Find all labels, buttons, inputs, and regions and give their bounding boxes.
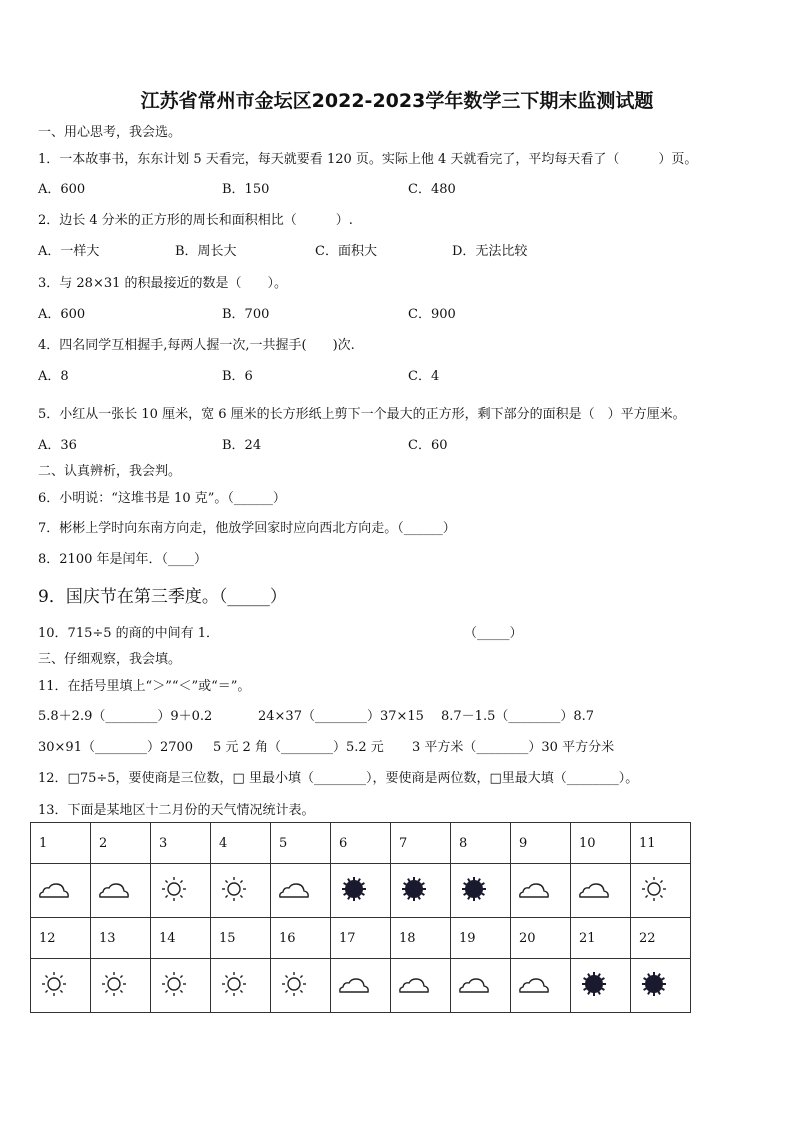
weather-day-18: 18 (391, 918, 451, 959)
q1-option-c: C．480 (408, 182, 456, 197)
weather-day-10: 10 (571, 823, 631, 864)
sun-icon (31, 959, 91, 1013)
question-3: 3．与 28×31 的积最接近的数是（ ）。 (38, 276, 288, 291)
section-1-heading: 一、用心思考，我会选。 (38, 125, 182, 140)
cloud-icon (451, 959, 511, 1013)
sun-icon (211, 864, 271, 918)
snow-icon (631, 959, 691, 1013)
sun-icon (151, 864, 211, 918)
weather-table (30, 822, 691, 1013)
q11-item-1: 5.8＋2.9（________）9＋0.2 (38, 709, 213, 724)
weather-day-22: 22 (631, 918, 691, 959)
weather-day-3: 3 (151, 823, 211, 864)
weather-day-1: 1 (31, 823, 91, 864)
question-4: 4．四名同学互相握手,每两人握一次,一共握手( )次. (38, 338, 355, 353)
snow-icon (391, 864, 451, 918)
sun-icon (271, 959, 331, 1013)
q5-option-c: C．60 (408, 438, 448, 453)
weather-day-2: 2 (91, 823, 151, 864)
weather-day-15: 15 (211, 918, 271, 959)
weather-day-13: 13 (91, 918, 151, 959)
q4-option-a: A．8 (38, 369, 69, 384)
question-1: 1．一本故事书，东东计划 5 天看完，每天就要看 120 页。实际上他 4 天就看完了，平均每天看了（ ）页。 (38, 152, 698, 167)
q4-option-b: B．6 (222, 369, 253, 384)
q1-option-b: B．150 (222, 182, 270, 197)
weather-day-12: 12 (31, 918, 91, 959)
weather-day-7: 7 (391, 823, 451, 864)
weather-day-20: 20 (511, 918, 571, 959)
weather-day-16: 16 (271, 918, 331, 959)
sun-icon (211, 959, 271, 1013)
question-2: 2．边长 4 分米的正方形的周长和面积相比（ ）. (38, 213, 353, 228)
weather-day-19: 19 (451, 918, 511, 959)
cloud-icon (571, 864, 631, 918)
cloud-icon (511, 864, 571, 918)
section-3-heading: 三、仔细观察，我会填。 (38, 652, 182, 667)
weather-day-6: 6 (331, 823, 391, 864)
section-2-heading: 二、认真辨析，我会判。 (38, 464, 182, 479)
cloud-icon (511, 959, 571, 1013)
cloud-icon (91, 864, 151, 918)
question-10-blank: （_____） (464, 626, 523, 641)
question-10: 10．715÷5 的商的中间有 1． (38, 626, 220, 641)
weather-day-9: 9 (511, 823, 571, 864)
sun-icon (631, 864, 691, 918)
sun-icon (151, 959, 211, 1013)
question-11: 11．在括号里填上“＞”“＜”或“＝”。 (38, 679, 251, 694)
q11-item-3: 8.7－1.5（________）8.7 (441, 709, 595, 724)
cloud-icon (391, 959, 451, 1013)
q11-item-2: 24×37（________）37×15 (258, 709, 424, 724)
sun-icon (91, 959, 151, 1013)
weather-day-14: 14 (151, 918, 211, 959)
snow-icon (451, 864, 511, 918)
page-title: 江苏省常州市金坛区2022-2023学年数学三下期末监测试题 (140, 90, 654, 112)
weather-day-17: 17 (331, 918, 391, 959)
question-7: 7．彬彬上学时向东南方向走，他放学回家时应向西北方向走。（______） (38, 521, 456, 536)
q11-item-5: 5 元 2 角（________）5.2 元 (213, 740, 384, 755)
q3-option-b: B．700 (222, 307, 270, 322)
snow-icon (571, 959, 631, 1013)
weather-day-8: 8 (451, 823, 511, 864)
weather-day-21: 21 (571, 918, 631, 959)
question-8: 8．2100 年是闰年．（____） (38, 552, 207, 567)
cloud-icon (331, 959, 391, 1013)
q3-option-a: A．600 (38, 307, 86, 322)
question-6: 6．小明说：“这堆书是 10 克”。（______） (38, 491, 286, 506)
weather-day-4: 4 (211, 823, 271, 864)
q4-option-c: C．4 (408, 369, 440, 384)
q2-option-d: D．无法比较 (452, 244, 528, 259)
q3-option-c: C．900 (408, 307, 456, 322)
q5-option-b: B．24 (222, 438, 262, 453)
cloud-icon (31, 864, 91, 918)
weather-day-11: 11 (631, 823, 691, 864)
q2-option-c: C．面积大 (315, 244, 377, 259)
q11-item-4: 30×91（________）2700 (38, 740, 194, 755)
question-12: 12．□75÷5，要使商是三位数，□ 里最小填（________），要使商是两位数，□里最大填（________）。 (38, 771, 639, 786)
q2-option-b: B．周长大 (175, 244, 237, 259)
snow-icon (331, 864, 391, 918)
question-9: 9．国庆节在第三季度。（_____） (38, 587, 287, 607)
cloud-icon (271, 864, 331, 918)
q2-option-a: A．一样大 (38, 244, 100, 259)
q1-option-a: A．600 (38, 182, 86, 197)
question-13: 13．下面是某地区十二月份的天气情况统计表。 (38, 803, 315, 818)
question-5: 5．小红从一张长 10 厘米，宽 6 厘米的长方形纸上剪下一个最大的正方形，剩下部分的面积是（ ）平方厘米。 (38, 407, 686, 422)
weather-day-5: 5 (271, 823, 331, 864)
q5-option-a: A．36 (38, 438, 77, 453)
q11-item-6: 3 平方米（________）30 平方分米 (412, 740, 615, 755)
